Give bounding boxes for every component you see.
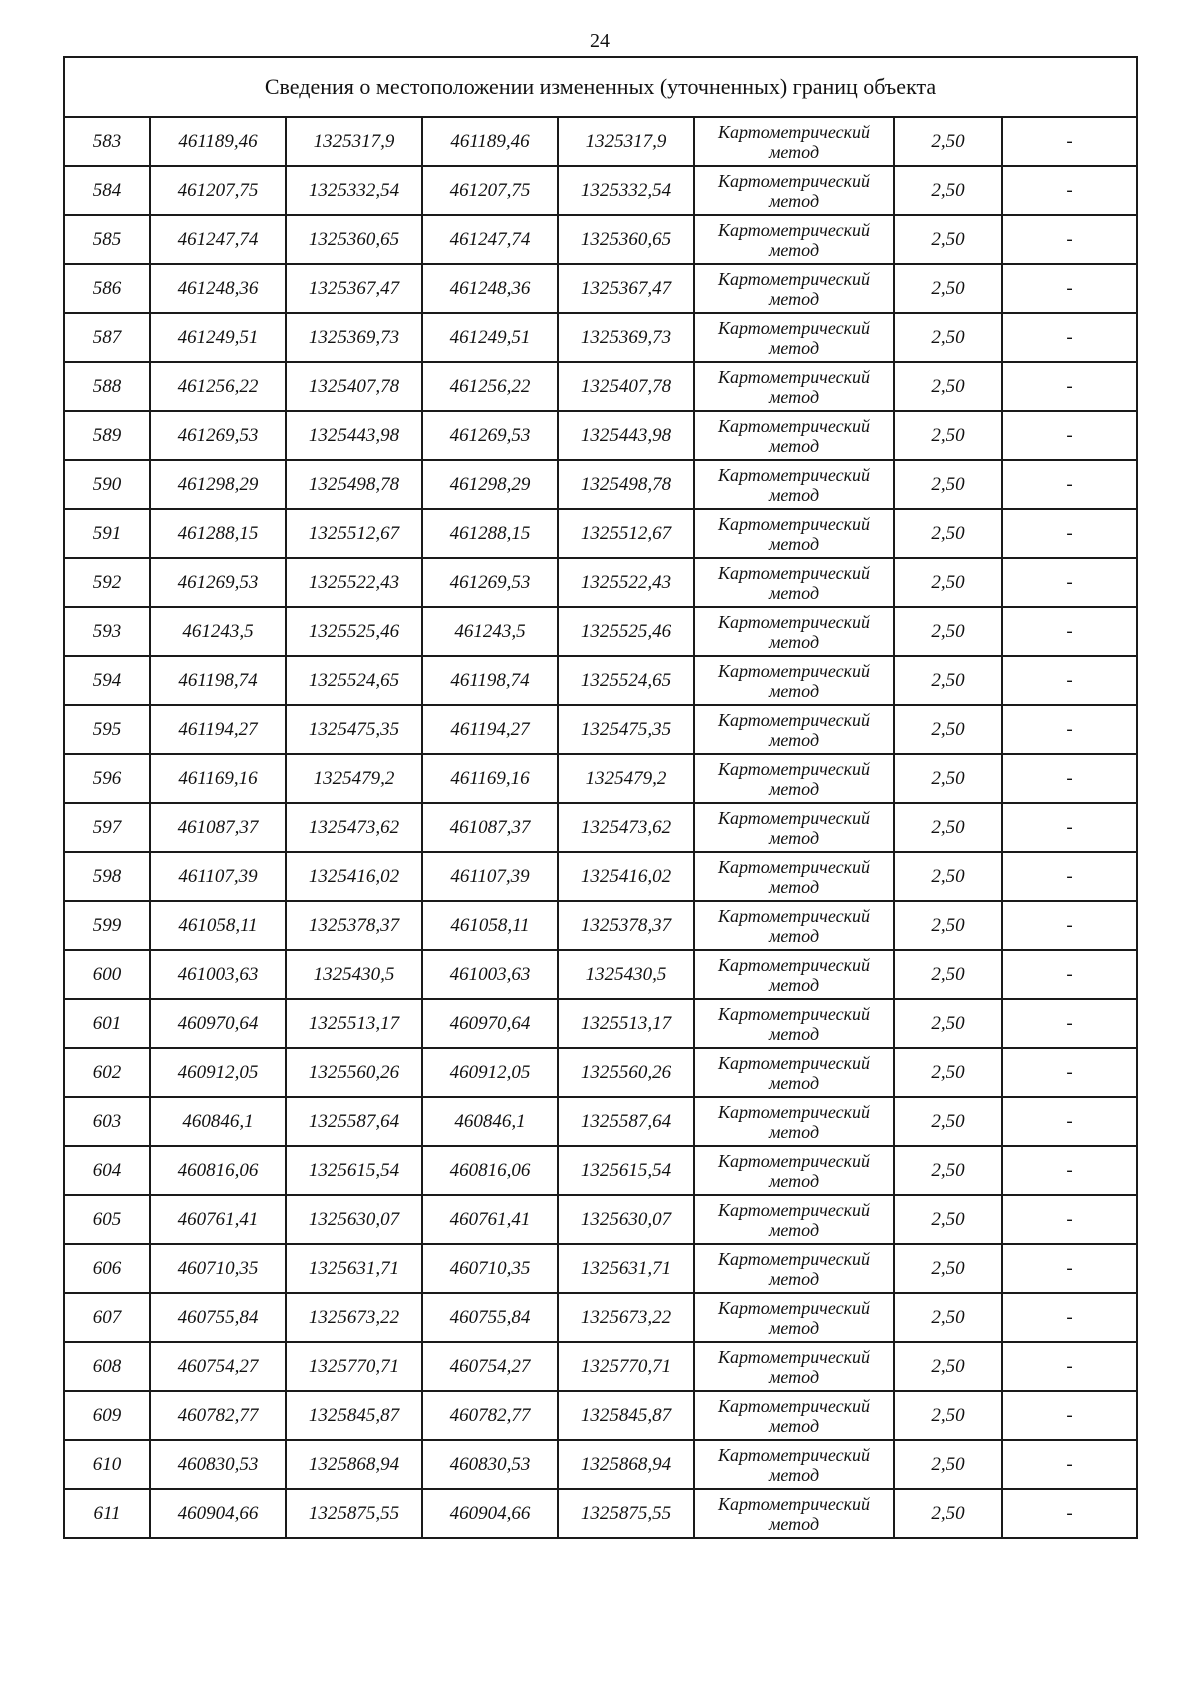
cell-x-old: 460912,05 bbox=[150, 1048, 286, 1097]
cell-x-old: 460782,77 bbox=[150, 1391, 286, 1440]
cell-y-old: 1325407,78 bbox=[286, 362, 422, 411]
cell-y-new: 1325360,65 bbox=[558, 215, 694, 264]
method-text: Картометрический метод bbox=[717, 170, 870, 211]
table-row bbox=[64, 1195, 1137, 1244]
cell-x-new: 461087,37 bbox=[422, 803, 558, 852]
cell-point-number: 588 bbox=[64, 362, 150, 411]
method-text: Картометрический метод bbox=[717, 1052, 870, 1093]
cell-x-old: 461248,36 bbox=[150, 264, 286, 313]
cell-accuracy: 2,50 bbox=[894, 313, 1002, 362]
cell-method bbox=[694, 901, 894, 950]
cell-y-new: 1325407,78 bbox=[558, 362, 694, 411]
table-row bbox=[64, 656, 1137, 705]
cell-description: - bbox=[1002, 215, 1137, 264]
cell-y-new: 1325479,2 bbox=[558, 754, 694, 803]
cell-x-new: 461247,74 bbox=[422, 215, 558, 264]
cell-x-new: 461194,27 bbox=[422, 705, 558, 754]
cell-method bbox=[694, 607, 894, 656]
cell-x-new: 460710,35 bbox=[422, 1244, 558, 1293]
cell-method bbox=[694, 166, 894, 215]
cell-x-new: 461169,16 bbox=[422, 754, 558, 803]
table-row bbox=[64, 1391, 1137, 1440]
cell-x-old: 460830,53 bbox=[150, 1440, 286, 1489]
table-row bbox=[64, 313, 1137, 362]
cell-accuracy: 2,50 bbox=[894, 117, 1002, 166]
cell-point-number: 599 bbox=[64, 901, 150, 950]
cell-y-old: 1325513,17 bbox=[286, 999, 422, 1048]
cell-x-old: 461169,16 bbox=[150, 754, 286, 803]
method-text: Картометрический метод bbox=[717, 121, 870, 162]
cell-y-old: 1325430,5 bbox=[286, 950, 422, 999]
cell-point-number: 590 bbox=[64, 460, 150, 509]
cell-accuracy: 2,50 bbox=[894, 509, 1002, 558]
method-text: Картометрический метод bbox=[717, 1101, 870, 1142]
cell-y-old: 1325587,64 bbox=[286, 1097, 422, 1146]
method-text: Картометрический метод bbox=[717, 1297, 870, 1338]
cell-y-new: 1325369,73 bbox=[558, 313, 694, 362]
cell-method bbox=[694, 117, 894, 166]
table-row bbox=[64, 1489, 1137, 1538]
table-row bbox=[64, 460, 1137, 509]
cell-y-new: 1325868,94 bbox=[558, 1440, 694, 1489]
cell-y-old: 1325473,62 bbox=[286, 803, 422, 852]
cell-point-number: 607 bbox=[64, 1293, 150, 1342]
cell-accuracy: 2,50 bbox=[894, 1489, 1002, 1538]
cell-x-old: 460755,84 bbox=[150, 1293, 286, 1342]
cell-point-number: 601 bbox=[64, 999, 150, 1048]
cell-x-old: 461107,39 bbox=[150, 852, 286, 901]
cell-accuracy: 2,50 bbox=[894, 1097, 1002, 1146]
table-row bbox=[64, 1342, 1137, 1391]
cell-y-new: 1325512,67 bbox=[558, 509, 694, 558]
table-row bbox=[64, 558, 1137, 607]
cell-y-old: 1325416,02 bbox=[286, 852, 422, 901]
cell-accuracy: 2,50 bbox=[894, 1391, 1002, 1440]
cell-description: - bbox=[1002, 1342, 1137, 1391]
cell-description: - bbox=[1002, 1244, 1137, 1293]
cell-point-number: 592 bbox=[64, 558, 150, 607]
cell-y-new: 1325473,62 bbox=[558, 803, 694, 852]
table-row bbox=[64, 754, 1137, 803]
cell-x-old: 461198,74 bbox=[150, 656, 286, 705]
cell-point-number: 604 bbox=[64, 1146, 150, 1195]
cell-accuracy: 2,50 bbox=[894, 803, 1002, 852]
cell-point-number: 584 bbox=[64, 166, 150, 215]
cell-accuracy: 2,50 bbox=[894, 901, 1002, 950]
cell-description: - bbox=[1002, 705, 1137, 754]
cell-x-new: 461107,39 bbox=[422, 852, 558, 901]
cell-y-old: 1325631,71 bbox=[286, 1244, 422, 1293]
table-row bbox=[64, 264, 1137, 313]
cell-x-old: 461207,75 bbox=[150, 166, 286, 215]
cell-accuracy: 2,50 bbox=[894, 1342, 1002, 1391]
cell-accuracy: 2,50 bbox=[894, 264, 1002, 313]
cell-y-old: 1325317,9 bbox=[286, 117, 422, 166]
cell-x-new: 461256,22 bbox=[422, 362, 558, 411]
cell-description: - bbox=[1002, 362, 1137, 411]
cell-method bbox=[694, 1489, 894, 1538]
cell-y-new: 1325525,46 bbox=[558, 607, 694, 656]
cell-y-new: 1325770,71 bbox=[558, 1342, 694, 1391]
cell-point-number: 610 bbox=[64, 1440, 150, 1489]
cell-y-old: 1325560,26 bbox=[286, 1048, 422, 1097]
cell-method bbox=[694, 1342, 894, 1391]
cell-method bbox=[694, 313, 894, 362]
cell-method bbox=[694, 460, 894, 509]
cell-y-old: 1325630,07 bbox=[286, 1195, 422, 1244]
cell-x-old: 461288,15 bbox=[150, 509, 286, 558]
cell-accuracy: 2,50 bbox=[894, 1195, 1002, 1244]
page-number: 24 bbox=[590, 30, 610, 52]
cell-y-old: 1325367,47 bbox=[286, 264, 422, 313]
cell-point-number: 596 bbox=[64, 754, 150, 803]
method-text: Картометрический метод bbox=[717, 1346, 870, 1387]
cell-y-new: 1325430,5 bbox=[558, 950, 694, 999]
table-title-row bbox=[64, 57, 1137, 117]
method-text: Картометрический метод bbox=[717, 1003, 870, 1044]
cell-description: - bbox=[1002, 803, 1137, 852]
cell-accuracy: 2,50 bbox=[894, 166, 1002, 215]
cell-y-new: 1325560,26 bbox=[558, 1048, 694, 1097]
cell-x-old: 461247,74 bbox=[150, 215, 286, 264]
cell-method bbox=[694, 509, 894, 558]
cell-y-new: 1325416,02 bbox=[558, 852, 694, 901]
cell-method bbox=[694, 1195, 894, 1244]
cell-y-new: 1325845,87 bbox=[558, 1391, 694, 1440]
cell-x-old: 460710,35 bbox=[150, 1244, 286, 1293]
cell-point-number: 605 bbox=[64, 1195, 150, 1244]
method-text: Картометрический метод bbox=[717, 1493, 870, 1534]
table-row bbox=[64, 166, 1137, 215]
table-row bbox=[64, 1146, 1137, 1195]
cell-accuracy: 2,50 bbox=[894, 656, 1002, 705]
cell-method bbox=[694, 1048, 894, 1097]
table-row bbox=[64, 411, 1137, 460]
cell-x-old: 461243,5 bbox=[150, 607, 286, 656]
cell-method bbox=[694, 264, 894, 313]
cell-description: - bbox=[1002, 1195, 1137, 1244]
cell-point-number: 594 bbox=[64, 656, 150, 705]
table-row bbox=[64, 1097, 1137, 1146]
boundary-table-container bbox=[63, 56, 1136, 1539]
cell-accuracy: 2,50 bbox=[894, 558, 1002, 607]
cell-accuracy: 2,50 bbox=[894, 362, 1002, 411]
cell-method bbox=[694, 852, 894, 901]
cell-point-number: 593 bbox=[64, 607, 150, 656]
cell-x-old: 460754,27 bbox=[150, 1342, 286, 1391]
cell-x-new: 461198,74 bbox=[422, 656, 558, 705]
cell-description: - bbox=[1002, 754, 1137, 803]
cell-description: - bbox=[1002, 460, 1137, 509]
cell-x-new: 460755,84 bbox=[422, 1293, 558, 1342]
cell-y-old: 1325525,46 bbox=[286, 607, 422, 656]
table-row bbox=[64, 362, 1137, 411]
cell-y-new: 1325630,07 bbox=[558, 1195, 694, 1244]
cell-x-old: 461087,37 bbox=[150, 803, 286, 852]
method-text: Картометрический метод bbox=[717, 562, 870, 603]
cell-accuracy: 2,50 bbox=[894, 1293, 1002, 1342]
cell-method bbox=[694, 362, 894, 411]
cell-method bbox=[694, 705, 894, 754]
table-row bbox=[64, 1293, 1137, 1342]
cell-x-old: 460816,06 bbox=[150, 1146, 286, 1195]
cell-x-old: 461249,51 bbox=[150, 313, 286, 362]
cell-y-new: 1325498,78 bbox=[558, 460, 694, 509]
table-row bbox=[64, 1048, 1137, 1097]
cell-y-old: 1325524,65 bbox=[286, 656, 422, 705]
cell-accuracy: 2,50 bbox=[894, 1048, 1002, 1097]
cell-y-new: 1325513,17 bbox=[558, 999, 694, 1048]
cell-x-new: 460830,53 bbox=[422, 1440, 558, 1489]
cell-point-number: 598 bbox=[64, 852, 150, 901]
cell-description: - bbox=[1002, 1440, 1137, 1489]
cell-point-number: 597 bbox=[64, 803, 150, 852]
table-row bbox=[64, 852, 1137, 901]
cell-y-old: 1325360,65 bbox=[286, 215, 422, 264]
method-text: Картометрический метод bbox=[717, 513, 870, 554]
method-text: Картометрический метод bbox=[717, 1248, 870, 1289]
method-text: Картометрический метод bbox=[717, 856, 870, 897]
cell-point-number: 586 bbox=[64, 264, 150, 313]
cell-method bbox=[694, 754, 894, 803]
cell-description: - bbox=[1002, 999, 1137, 1048]
boundary-table bbox=[63, 56, 1138, 1539]
cell-description: - bbox=[1002, 264, 1137, 313]
cell-y-new: 1325875,55 bbox=[558, 1489, 694, 1538]
table-row bbox=[64, 509, 1137, 558]
method-text: Картометрический метод bbox=[717, 1444, 870, 1485]
cell-x-old: 461269,53 bbox=[150, 411, 286, 460]
cell-x-new: 461298,29 bbox=[422, 460, 558, 509]
table-row bbox=[64, 1244, 1137, 1293]
cell-point-number: 608 bbox=[64, 1342, 150, 1391]
cell-x-new: 460846,1 bbox=[422, 1097, 558, 1146]
cell-point-number: 606 bbox=[64, 1244, 150, 1293]
cell-method bbox=[694, 803, 894, 852]
cell-point-number: 591 bbox=[64, 509, 150, 558]
cell-y-new: 1325475,35 bbox=[558, 705, 694, 754]
table-row bbox=[64, 215, 1137, 264]
method-text: Картометрический метод bbox=[717, 758, 870, 799]
cell-description: - bbox=[1002, 558, 1137, 607]
cell-x-new: 460816,06 bbox=[422, 1146, 558, 1195]
cell-x-old: 460761,41 bbox=[150, 1195, 286, 1244]
method-text: Картометрический метод bbox=[717, 366, 870, 407]
method-text: Картометрический метод bbox=[717, 954, 870, 995]
cell-description: - bbox=[1002, 1489, 1137, 1538]
cell-y-new: 1325443,98 bbox=[558, 411, 694, 460]
cell-x-new: 460970,64 bbox=[422, 999, 558, 1048]
cell-method bbox=[694, 999, 894, 1048]
table-row bbox=[64, 117, 1137, 166]
cell-method bbox=[694, 558, 894, 607]
table-row bbox=[64, 999, 1137, 1048]
cell-method bbox=[694, 1244, 894, 1293]
method-text: Картометрический метод bbox=[717, 905, 870, 946]
cell-x-old: 461194,27 bbox=[150, 705, 286, 754]
cell-x-new: 461248,36 bbox=[422, 264, 558, 313]
cell-accuracy: 2,50 bbox=[894, 411, 1002, 460]
cell-point-number: 589 bbox=[64, 411, 150, 460]
cell-x-new: 461269,53 bbox=[422, 411, 558, 460]
cell-description: - bbox=[1002, 1048, 1137, 1097]
cell-accuracy: 2,50 bbox=[894, 705, 1002, 754]
cell-method bbox=[694, 950, 894, 999]
table-body bbox=[64, 117, 1137, 1538]
cell-description: - bbox=[1002, 117, 1137, 166]
method-text: Картометрический метод bbox=[717, 1395, 870, 1436]
method-text: Картометрический метод bbox=[717, 807, 870, 848]
cell-y-old: 1325443,98 bbox=[286, 411, 422, 460]
cell-y-old: 1325378,37 bbox=[286, 901, 422, 950]
table-row bbox=[64, 705, 1137, 754]
cell-x-new: 461003,63 bbox=[422, 950, 558, 999]
method-text: Картометрический метод bbox=[717, 317, 870, 358]
cell-description: - bbox=[1002, 852, 1137, 901]
cell-point-number: 587 bbox=[64, 313, 150, 362]
cell-accuracy: 2,50 bbox=[894, 852, 1002, 901]
cell-accuracy: 2,50 bbox=[894, 1440, 1002, 1489]
cell-x-new: 460912,05 bbox=[422, 1048, 558, 1097]
method-text: Картометрический метод bbox=[717, 1150, 870, 1191]
cell-description: - bbox=[1002, 1146, 1137, 1195]
cell-x-new: 461288,15 bbox=[422, 509, 558, 558]
cell-x-new: 461207,75 bbox=[422, 166, 558, 215]
cell-x-old: 461298,29 bbox=[150, 460, 286, 509]
cell-description: - bbox=[1002, 656, 1137, 705]
table-title: Сведения о местоположении измененных (уточненных) границ объекта bbox=[64, 57, 1137, 117]
cell-y-old: 1325475,35 bbox=[286, 705, 422, 754]
cell-point-number: 609 bbox=[64, 1391, 150, 1440]
cell-y-new: 1325524,65 bbox=[558, 656, 694, 705]
table-row bbox=[64, 607, 1137, 656]
cell-x-old: 461256,22 bbox=[150, 362, 286, 411]
method-text: Картометрический метод bbox=[717, 709, 870, 750]
cell-y-old: 1325673,22 bbox=[286, 1293, 422, 1342]
table-row bbox=[64, 950, 1137, 999]
cell-point-number: 583 bbox=[64, 117, 150, 166]
cell-accuracy: 2,50 bbox=[894, 215, 1002, 264]
cell-point-number: 603 bbox=[64, 1097, 150, 1146]
cell-x-old: 461189,46 bbox=[150, 117, 286, 166]
cell-y-new: 1325587,64 bbox=[558, 1097, 694, 1146]
table-row bbox=[64, 901, 1137, 950]
method-text: Картометрический метод bbox=[717, 611, 870, 652]
cell-x-new: 460761,41 bbox=[422, 1195, 558, 1244]
cell-y-old: 1325875,55 bbox=[286, 1489, 422, 1538]
table-row bbox=[64, 1440, 1137, 1489]
cell-method bbox=[694, 1097, 894, 1146]
cell-method bbox=[694, 1391, 894, 1440]
method-text: Картометрический метод bbox=[717, 268, 870, 309]
cell-description: - bbox=[1002, 607, 1137, 656]
cell-y-new: 1325522,43 bbox=[558, 558, 694, 607]
cell-y-old: 1325332,54 bbox=[286, 166, 422, 215]
cell-x-new: 461249,51 bbox=[422, 313, 558, 362]
cell-description: - bbox=[1002, 1097, 1137, 1146]
cell-x-old: 460846,1 bbox=[150, 1097, 286, 1146]
cell-method bbox=[694, 1146, 894, 1195]
cell-description: - bbox=[1002, 313, 1137, 362]
cell-point-number: 600 bbox=[64, 950, 150, 999]
method-text: Картометрический метод bbox=[717, 660, 870, 701]
cell-description: - bbox=[1002, 166, 1137, 215]
cell-description: - bbox=[1002, 509, 1137, 558]
cell-y-old: 1325498,78 bbox=[286, 460, 422, 509]
cell-method bbox=[694, 1440, 894, 1489]
cell-accuracy: 2,50 bbox=[894, 1146, 1002, 1195]
cell-method bbox=[694, 656, 894, 705]
cell-x-new: 460754,27 bbox=[422, 1342, 558, 1391]
method-text: Картометрический метод bbox=[717, 464, 870, 505]
cell-accuracy: 2,50 bbox=[894, 950, 1002, 999]
cell-point-number: 611 bbox=[64, 1489, 150, 1538]
cell-y-old: 1325770,71 bbox=[286, 1342, 422, 1391]
cell-x-new: 461189,46 bbox=[422, 117, 558, 166]
cell-description: - bbox=[1002, 411, 1137, 460]
cell-x-new: 461269,53 bbox=[422, 558, 558, 607]
cell-y-old: 1325512,67 bbox=[286, 509, 422, 558]
cell-x-new: 461058,11 bbox=[422, 901, 558, 950]
cell-description: - bbox=[1002, 1293, 1137, 1342]
cell-x-new: 460782,77 bbox=[422, 1391, 558, 1440]
cell-description: - bbox=[1002, 1391, 1137, 1440]
cell-y-new: 1325367,47 bbox=[558, 264, 694, 313]
cell-point-number: 602 bbox=[64, 1048, 150, 1097]
cell-y-new: 1325378,37 bbox=[558, 901, 694, 950]
cell-y-old: 1325479,2 bbox=[286, 754, 422, 803]
cell-method bbox=[694, 1293, 894, 1342]
cell-point-number: 595 bbox=[64, 705, 150, 754]
cell-accuracy: 2,50 bbox=[894, 607, 1002, 656]
cell-y-old: 1325369,73 bbox=[286, 313, 422, 362]
cell-method bbox=[694, 411, 894, 460]
cell-accuracy: 2,50 bbox=[894, 999, 1002, 1048]
cell-y-old: 1325845,87 bbox=[286, 1391, 422, 1440]
cell-x-new: 460904,66 bbox=[422, 1489, 558, 1538]
method-text: Картометрический метод bbox=[717, 415, 870, 456]
cell-x-new: 461243,5 bbox=[422, 607, 558, 656]
cell-y-old: 1325615,54 bbox=[286, 1146, 422, 1195]
cell-description: - bbox=[1002, 950, 1137, 999]
cell-accuracy: 2,50 bbox=[894, 754, 1002, 803]
cell-y-new: 1325615,54 bbox=[558, 1146, 694, 1195]
cell-accuracy: 2,50 bbox=[894, 460, 1002, 509]
cell-description: - bbox=[1002, 901, 1137, 950]
cell-method bbox=[694, 215, 894, 264]
cell-x-old: 460970,64 bbox=[150, 999, 286, 1048]
cell-y-old: 1325522,43 bbox=[286, 558, 422, 607]
cell-y-old: 1325868,94 bbox=[286, 1440, 422, 1489]
cell-accuracy: 2,50 bbox=[894, 1244, 1002, 1293]
method-text: Картометрический метод bbox=[717, 1199, 870, 1240]
cell-x-old: 461269,53 bbox=[150, 558, 286, 607]
cell-x-old: 461003,63 bbox=[150, 950, 286, 999]
cell-y-new: 1325631,71 bbox=[558, 1244, 694, 1293]
cell-y-new: 1325332,54 bbox=[558, 166, 694, 215]
table-row bbox=[64, 803, 1137, 852]
cell-y-new: 1325317,9 bbox=[558, 117, 694, 166]
cell-y-new: 1325673,22 bbox=[558, 1293, 694, 1342]
method-text: Картометрический метод bbox=[717, 219, 870, 260]
cell-x-old: 461058,11 bbox=[150, 901, 286, 950]
cell-x-old: 460904,66 bbox=[150, 1489, 286, 1538]
cell-point-number: 585 bbox=[64, 215, 150, 264]
